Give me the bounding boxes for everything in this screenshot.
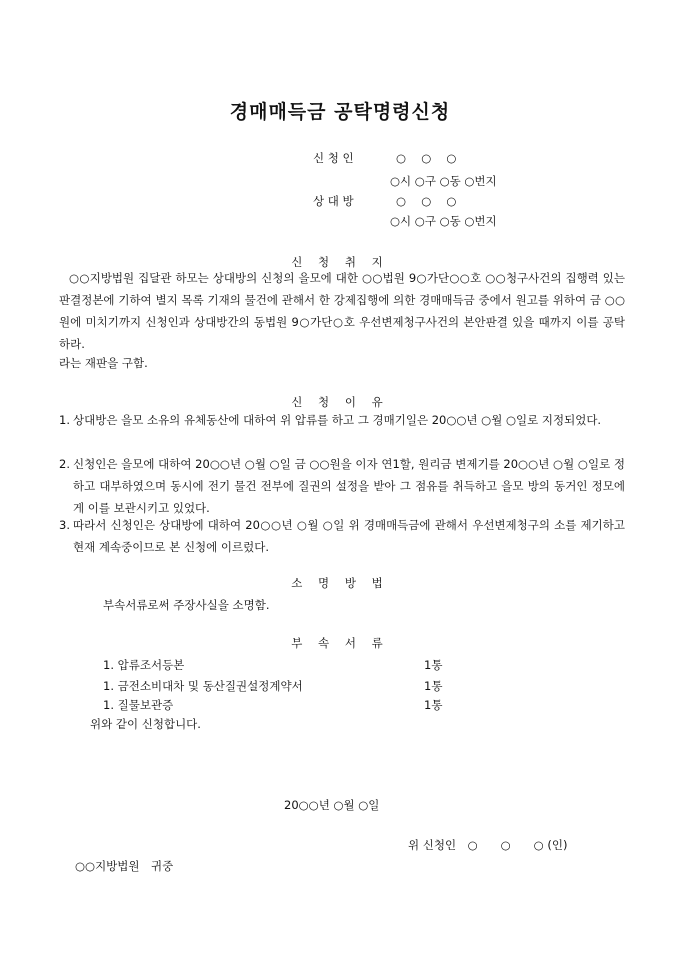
- reason-text: 상대방은 을모 소유의 유체동산에 대하여 위 압류를 하고 그 경매기일은 20○○년 ○월 ○일로 지정되었다.: [73, 413, 602, 427]
- document-date: 20○○년 ○월 ○일: [284, 798, 380, 812]
- applicant-signature: 위 신청인 ○ ○ ○ (인): [408, 838, 568, 852]
- attachments-closing: 위와 같이 신청합니다.: [90, 717, 201, 731]
- applicant-label: 신 청 인: [313, 151, 354, 165]
- reason-item: [59, 409, 625, 431]
- reason-number: 1.: [59, 413, 70, 427]
- purpose-heading: 신 청 취 지: [291, 255, 389, 269]
- respondent-name: ○ ○ ○: [396, 194, 457, 208]
- reason-text: 신청인은 을모에 대하여 20○○년 ○월 ○일 금 ○○원을 이자 연1할, 원리금 변제기를 20○○년 ○월 ○일로 정하고 대부하였으며 동시에 전기 물건 전부에 질권의 설정을 받아 그 점유를 취득하고 을모 방의 동거인 정모에게 이를 보관시키고 있었다.: [73, 457, 625, 515]
- reasons-heading: 신 청 이 유: [291, 395, 389, 409]
- applicant-address: ○시 ○구 ○동 ○번지: [390, 174, 497, 188]
- attachments-heading: 부 속 서 류: [291, 636, 389, 650]
- reason-text: 따라서 신청인은 상대방에 대하여 20○○년 ○월 ○일 위 경매매득금에 관해서 우선변제청구의 소를 제기하고 현재 계속중이므로 본 신청에 이르렀다.: [73, 518, 625, 554]
- attachment-name: 1. 금전소비대차 및 동산질권설정계약서: [103, 679, 303, 693]
- applicant-name: ○ ○ ○: [396, 151, 457, 165]
- reason-item: [59, 453, 625, 519]
- reason-number: 3.: [59, 518, 70, 532]
- purpose-body: ○○지방법원 집달관 하모는 상대방의 신청의 을모에 대한 ○○법원 9○가단○○호 ○○청구사건의 집행력 있는 판결정본에 기하여 별지 목록 기재의 물건에 관해서 한 강제집행에 의한 경매매득금 중에서 원고를 위하여 금 ○○원에 미치기까지 신청인과 상대방간의 동법원 9○가단○호 우선변제청구사건의 본안판결 있을 때까지 이를 공탁하라.: [59, 271, 625, 351]
- reason-item: [59, 514, 625, 558]
- attachment-qty: 1통: [424, 698, 443, 712]
- attachment-name: 1. 압류조서등본: [103, 658, 185, 672]
- respondent-address: ○시 ○구 ○동 ○번지: [390, 214, 497, 228]
- court-addressee: ○○지방법원 귀중: [75, 859, 174, 873]
- proof-body: 부속서류로써 주장사실을 소명함.: [103, 598, 270, 612]
- attachment-qty: 1통: [424, 658, 443, 672]
- purpose-closing: 라는 재판을 구함.: [59, 356, 148, 370]
- document-title: 경매매득금 공탁명령신청: [229, 101, 451, 123]
- reason-number: 2.: [59, 457, 70, 471]
- respondent-label: 상 대 방: [313, 194, 354, 208]
- attachment-name: 1. 질물보관증: [103, 698, 174, 712]
- attachment-qty: 1통: [424, 679, 443, 693]
- proof-heading: 소 명 방 법: [291, 576, 389, 590]
